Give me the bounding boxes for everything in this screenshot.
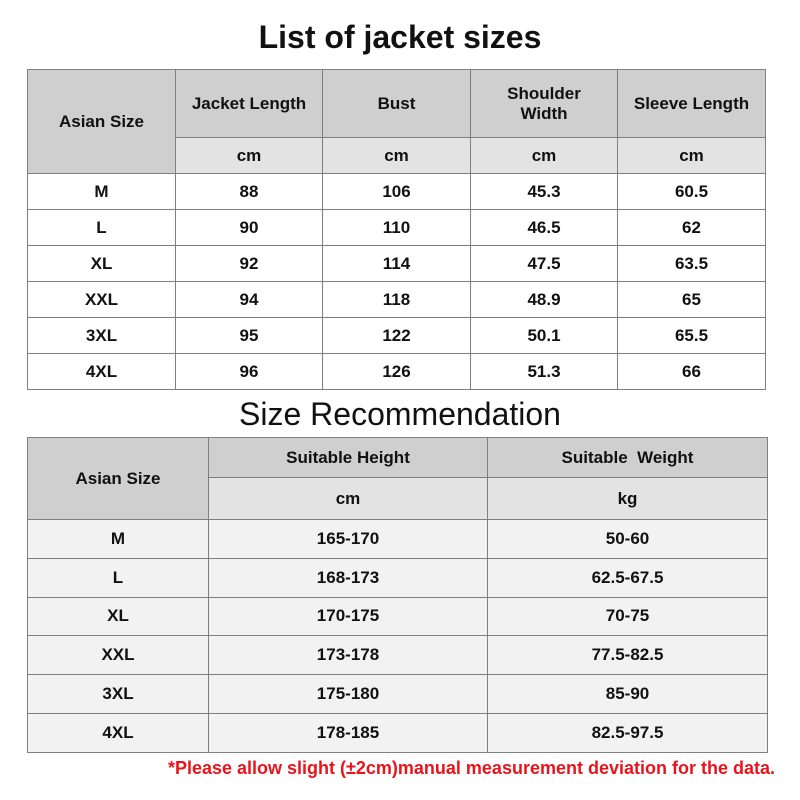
table-row	[28, 558, 768, 597]
value-cell: 77.5-82.5	[488, 636, 768, 675]
value-cell: 60.5	[618, 174, 766, 210]
size-cell: L	[28, 210, 176, 246]
size-cell: XXL	[28, 282, 176, 318]
value-cell: 46.5	[471, 210, 618, 246]
value-cell: 70-75	[488, 597, 768, 636]
size-cell: M	[28, 174, 176, 210]
unit-cell: kg	[488, 478, 768, 520]
size-cell: 4XL	[28, 354, 176, 390]
table-row	[28, 636, 768, 675]
value-cell: 175-180	[209, 675, 488, 714]
value-cell: 170-175	[209, 597, 488, 636]
jacket-sizes-title: List of jacket sizes	[258, 19, 542, 55]
value-cell: 95	[176, 318, 323, 354]
size-recommendation-title: Size Recommendation	[239, 396, 561, 432]
column-header: Shoulder Width	[471, 70, 618, 138]
size-cell: M	[28, 520, 209, 559]
table-row	[28, 282, 766, 318]
value-cell: 47.5	[471, 246, 618, 282]
value-cell: 51.3	[471, 354, 618, 390]
value-cell: 168-173	[209, 558, 488, 597]
table-row	[28, 520, 768, 559]
size-cell: 3XL	[28, 318, 176, 354]
value-cell: 62.5-67.5	[488, 558, 768, 597]
corner-header: Asian Size	[28, 70, 176, 174]
table-row	[28, 597, 768, 636]
value-cell: 106	[323, 174, 471, 210]
size-cell: XXL	[28, 636, 209, 675]
value-cell: 126	[323, 354, 471, 390]
unit-cell: cm	[209, 478, 488, 520]
value-cell: 48.9	[471, 282, 618, 318]
value-cell: 50.1	[471, 318, 618, 354]
column-header: Sleeve Length	[618, 70, 766, 138]
table-row	[28, 318, 766, 354]
table-row	[28, 675, 768, 714]
value-cell: 114	[323, 246, 471, 282]
value-cell: 122	[323, 318, 471, 354]
value-cell: 90	[176, 210, 323, 246]
value-cell: 63.5	[618, 246, 766, 282]
value-cell: 92	[176, 246, 323, 282]
size-cell: 4XL	[28, 713, 209, 752]
value-cell: 62	[618, 210, 766, 246]
jacket-size-table	[27, 69, 766, 390]
value-cell: 110	[323, 210, 471, 246]
unit-cell: cm	[471, 138, 618, 174]
value-cell: 88	[176, 174, 323, 210]
size-recommendation-table	[27, 437, 768, 753]
table-row	[28, 174, 766, 210]
table-row	[28, 713, 768, 752]
value-cell: 45.3	[471, 174, 618, 210]
value-cell: 165-170	[209, 520, 488, 559]
value-cell: 65	[618, 282, 766, 318]
value-cell: 82.5-97.5	[488, 713, 768, 752]
size-cell: 3XL	[28, 675, 209, 714]
corner-header: Asian Size	[28, 438, 209, 520]
value-cell: 178-185	[209, 713, 488, 752]
unit-cell: cm	[176, 138, 323, 174]
value-cell: 65.5	[618, 318, 766, 354]
unit-cell: cm	[618, 138, 766, 174]
value-cell: 94	[176, 282, 323, 318]
size-cell: XL	[28, 597, 209, 636]
table-row	[28, 354, 766, 390]
column-header: Suitable Weight	[488, 438, 768, 478]
size-cell: XL	[28, 246, 176, 282]
unit-cell: cm	[323, 138, 471, 174]
value-cell: 173-178	[209, 636, 488, 675]
column-header: Jacket Length	[176, 70, 323, 138]
table-header-row	[28, 70, 766, 138]
value-cell: 96	[176, 354, 323, 390]
value-cell: 85-90	[488, 675, 768, 714]
table-header-row	[28, 438, 768, 478]
value-cell: 50-60	[488, 520, 768, 559]
value-cell: 66	[618, 354, 766, 390]
measurement-deviation-note: *Please allow slight (±2cm)manual measurement deviation for the data.	[167, 758, 775, 778]
column-header: Bust	[323, 70, 471, 138]
size-cell: L	[28, 558, 209, 597]
table-row	[28, 210, 766, 246]
value-cell: 118	[323, 282, 471, 318]
column-header: Suitable Height	[209, 438, 488, 478]
table-row	[28, 246, 766, 282]
